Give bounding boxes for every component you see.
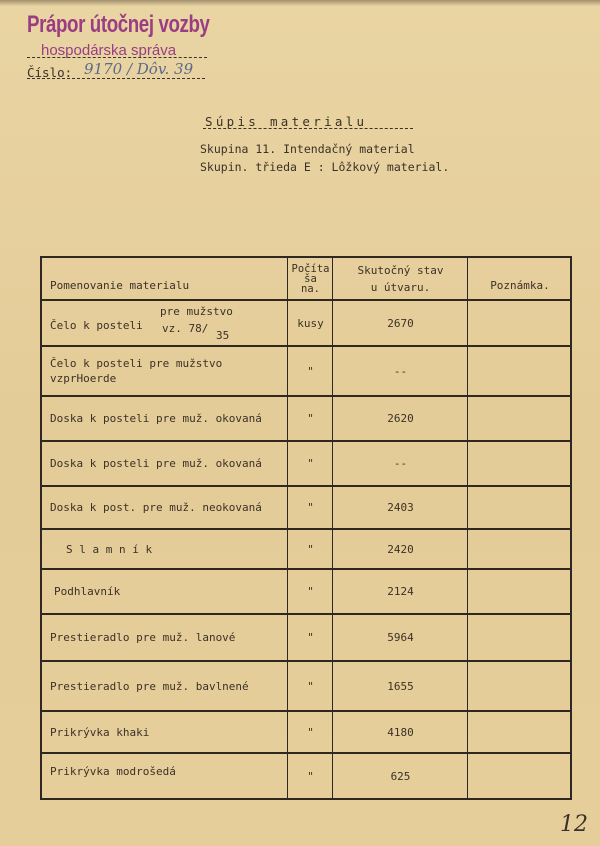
table-header-row [42, 258, 570, 301]
row-name: Prikrývka khaki [50, 725, 150, 739]
row-note [468, 397, 572, 440]
row-note [468, 347, 572, 395]
table-row [42, 397, 570, 442]
row-unit: " [307, 631, 314, 644]
row-note [468, 570, 572, 613]
row-note [468, 754, 572, 798]
row-name-line2: vzprHoerde [50, 372, 117, 385]
header-unit-line2: ša [304, 272, 317, 285]
table-row [42, 487, 570, 530]
header-unit-line3: na. [301, 282, 320, 295]
row-stav: 1655 [387, 679, 414, 693]
header-unit-line1: Počíta [291, 262, 330, 275]
title-underline [203, 128, 413, 129]
row-name: Prestieradlo pre muž. bavlnené [50, 679, 249, 693]
row-name-part: pre mužstvo [160, 305, 233, 318]
row-unit: " [307, 585, 314, 598]
dashed-divider [27, 57, 207, 58]
document-title: Súpis materialu [205, 114, 368, 129]
row-name [50, 301, 288, 345]
header-unit [288, 258, 333, 299]
row-name: Doska k posteli pre muž. okovaná [50, 412, 262, 425]
handwritten-page-number: 12 [560, 812, 588, 837]
row-unit: " [307, 769, 314, 783]
row-name: S l a m n í k [66, 542, 153, 556]
stamp-subtitle: hospodárska správa [41, 42, 177, 59]
header-name: Pomenovanie materialu [50, 279, 190, 292]
subtitle-group: Skupina 11. Intendačný material [200, 142, 415, 156]
row-name-part: Čelo k posteli [50, 319, 143, 332]
row-stav: 625 [390, 769, 411, 783]
page-edge-shadow [0, 0, 600, 6]
row-unit: " [307, 457, 314, 470]
dashed-divider [27, 78, 205, 79]
table-row [42, 662, 570, 712]
reference-number-value: 9170 / Dôv. 39 [84, 60, 194, 78]
row-unit: " [307, 501, 314, 514]
row-name: Prestieradlo pre muž. lanové [50, 631, 236, 644]
material-table [40, 256, 572, 800]
row-stav: 2124 [387, 585, 414, 598]
row-note [468, 712, 572, 752]
header-stav-line1: Skutočný stav [357, 263, 444, 277]
header-stav-line2: u útvaru. [370, 280, 431, 294]
stamp-title: Prápor útočnej vozby [27, 11, 210, 38]
row-name: Doska k posteli pre muž. okovaná [50, 457, 262, 470]
row-note [468, 487, 572, 528]
row-name-part: vz. 78/ [162, 322, 209, 335]
row-name-part: 35 [216, 329, 230, 342]
row-stav: 4180 [387, 725, 414, 739]
header-note: Poznámka. [490, 279, 550, 292]
row-note [468, 662, 572, 710]
row-unit: kusy [297, 316, 324, 330]
row-name: Prikrývka modrošedá [50, 764, 176, 778]
table-row [42, 754, 570, 798]
table-row [42, 442, 570, 487]
row-stav: -- [393, 364, 408, 378]
header-stav [333, 258, 468, 299]
row-name-line1: Čelo k posteli pre mužstvo [50, 357, 223, 370]
row-stav: 2670 [387, 316, 414, 330]
row-stav: 5964 [387, 631, 414, 644]
row-unit: " [307, 542, 314, 556]
row-note [468, 615, 572, 660]
reference-number-label: Číslo: [27, 65, 73, 80]
row-stav: 2620 [387, 412, 414, 425]
row-stav: 2420 [387, 542, 414, 556]
row-stav: 2403 [387, 501, 414, 514]
table-row [42, 615, 570, 662]
row-unit: " [307, 412, 314, 425]
row-note [468, 301, 572, 345]
row-note [468, 530, 572, 568]
row-stav: -- [393, 457, 408, 470]
row-name: Doska k post. pre muž. neokovaná [50, 501, 262, 514]
row-unit: " [307, 679, 314, 693]
subtitle-class: Skupin. třieda E : Lôžkový material. [200, 160, 450, 174]
row-unit: " [307, 725, 314, 739]
row-note [468, 442, 572, 485]
table-row [42, 347, 570, 397]
table-row [42, 301, 570, 347]
table-row [42, 530, 570, 570]
table-row [42, 570, 570, 615]
table-row [42, 712, 570, 754]
row-name: Podhlavník [54, 585, 121, 598]
row-unit: " [307, 364, 314, 378]
row-name [50, 347, 288, 395]
